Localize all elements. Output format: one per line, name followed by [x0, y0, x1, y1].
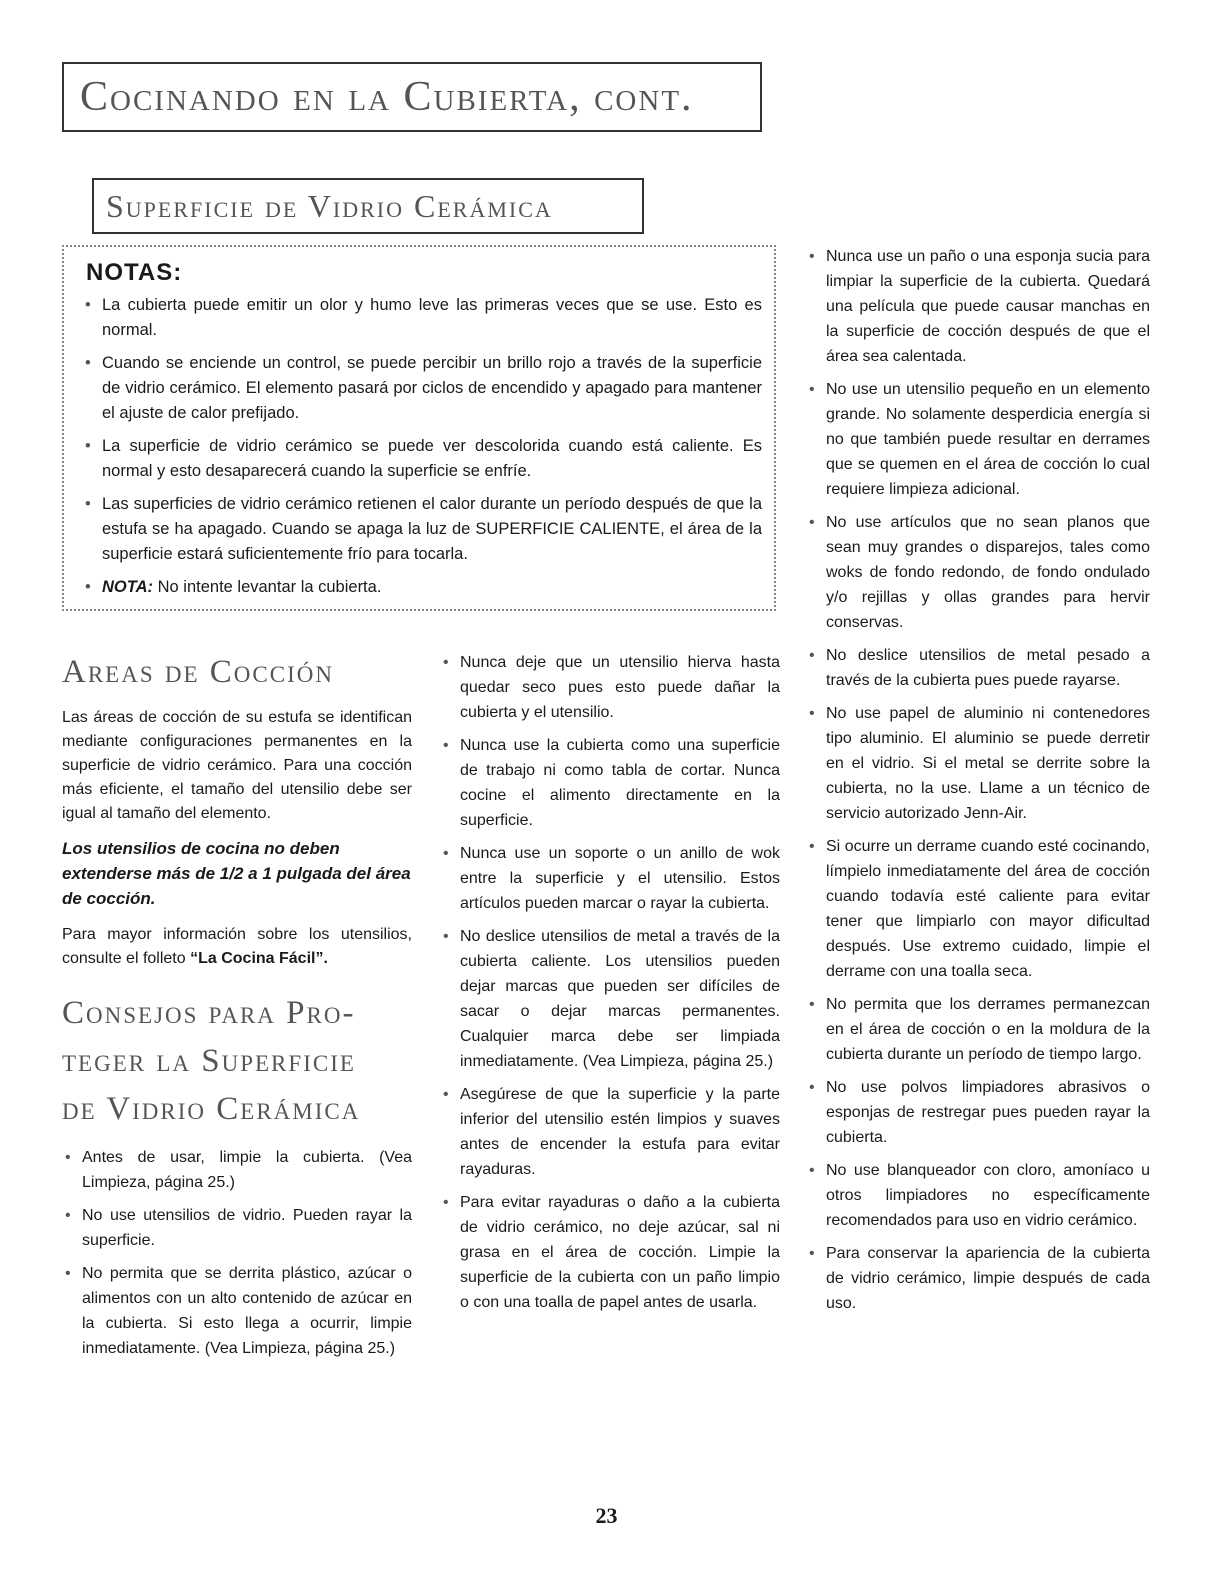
list-item: • Antes de usar, limpie la cubierta. (Vea Limpieza, página 25.)	[62, 1145, 412, 1195]
list-item: • Nunca use un paño o una esponja sucia para limpiar la superficie de la cubierta. Quedará una película que puede causar manchas en la superficie de cocción después de que el área sea calentada.	[806, 244, 1150, 369]
column-3-list	[806, 244, 1150, 1316]
list-item: • La cubierta puede emitir un olor y humo leve las primeras veces que se use. Esto es normal.	[82, 293, 762, 343]
areas-warning: Los utensilios de cocina no deben extenderse más de 1/2 a 1 pulgada del área de cocción.	[62, 839, 411, 908]
section-title: Superficie de Vidrio Cerámica	[92, 178, 644, 234]
column-2	[440, 650, 780, 1323]
list-item: • No deslice utensilios de metal pesado a través de la cubierta pues puede rayarse.	[806, 643, 1150, 693]
consejos-heading-line: teger la Superficie	[62, 1043, 356, 1079]
more-info-text: Para mayor información sobre los utensilios, consulte el folleto	[62, 926, 412, 967]
list-item: • Para conservar la apariencia de la cubierta de vidrio cerámico, limpie después de cada uso.	[806, 1241, 1150, 1316]
column-1	[62, 650, 412, 1369]
list-item: • No use utensilios de vidrio. Pueden rayar la superficie.	[62, 1203, 412, 1253]
page-number: 23	[595, 1503, 618, 1528]
areas-heading: Areas de Cocción	[62, 654, 334, 690]
consejos-heading-line: Consejos para Pro-	[62, 995, 356, 1031]
notes-heading: NOTAS:	[86, 259, 183, 286]
column-3	[806, 244, 1150, 1324]
list-item: • Nunca deje que un utensilio hierva hasta quedar seco pues esto puede dañar la cubierta y el utensilio.	[440, 650, 780, 725]
list-item: • Nunca use la cubierta como una superficie de trabajo ni como tabla de cortar. Nunca cocine el alimento directamente en la superficie.	[440, 733, 780, 833]
consejos-heading-line: de Vidrio Cerámica	[62, 1091, 361, 1127]
nota-text: No intente levantar la cubierta.	[157, 578, 382, 596]
column-2-list	[440, 650, 780, 1315]
list-item: • No use polvos limpiadores abrasivos o esponjas de restregar pues pueden rayar la cubierta.	[806, 1075, 1150, 1150]
consejos-heading	[62, 989, 412, 1133]
list-item: • No use blanqueador con cloro, amoníaco u otros limpiadores no específicamente recomendados para uso en vidrio cerámico.	[806, 1158, 1150, 1233]
list-item: • Asegúrese de que la superficie y la parte inferior del utensilio estén limpios y suaves antes de encender la estufa para evitar rayaduras.	[440, 1082, 780, 1182]
list-item: • Nunca use un soporte o un anillo de wok entre la superficie y el utensilio. Estos artículos pueden marcar o rayar la cubierta.	[440, 841, 780, 916]
booklet-title: “La Cocina Fácil”.	[190, 950, 328, 967]
list-item: • No use artículos que no sean planos que sean muy grandes o disparejos, tales como woks de fondo redondo, de fondo ondulado y/o rejillas y ollas grandes para hervir conservas.	[806, 510, 1150, 635]
list-item: • La superficie de vidrio cerámico se puede ver descolorida cuando está caliente. Es normal y esto desaparecerá cuando la superficie se enfríe.	[82, 434, 762, 484]
list-item: • Para evitar rayaduras o daño a la cubierta de vidrio cerámico, no deje azúcar, sal ni grasa en el área de cocción. Limpie la superficie de la cubierta con un paño limpio o con una toalla de papel antes de usarla.	[440, 1190, 780, 1315]
list-item: • No use un utensilio pequeño en un elemento grande. No solamente desperdicia energía si no que también puede resultar en derrames que se quemen en el área de cocción lo cual requiere limpieza adicional.	[806, 377, 1150, 502]
notes-list	[82, 293, 762, 600]
notes-box	[62, 245, 776, 611]
more-info-paragraph	[62, 923, 412, 971]
list-item	[82, 575, 762, 600]
list-item: • No permita que se derrita plástico, azúcar o alimentos con un alto contenido de azúcar en la cubierta. Si esto llega a ocurrir, limpie inmediatamente. (Vea Limpieza, página 25.)	[62, 1261, 412, 1361]
areas-intro: Las áreas de cocción de su estufa se identifican mediante configuraciones permanentes en la superficie de vidrio cerámico. Para una cocción más eficiente, el tamaño del utensilio debe ser igual al tamaño del elemento.	[62, 709, 412, 822]
list-item: • No deslice utensilios de metal a través de la cubierta caliente. Los utensilios pueden dejar marcas que pueden ser difíciles de sacar o dejar marcas permanentes. Cualquier marca debe ser limpiada inmediatamente. (Vea Limpieza, página 25.)	[440, 924, 780, 1074]
list-item: • No use papel de aluminio ni contenedores tipo aluminio. El aluminio se puede derretir en el vidrio. Si el metal se derrite sobre la cubierta, no la use. Llame a un técnico de servicio autorizado Jenn-Air.	[806, 701, 1150, 826]
nota-label: NOTA:	[102, 578, 154, 596]
consejos-list	[62, 1145, 412, 1361]
list-item: • Las superficies de vidrio cerámico retienen el calor durante un período después de que la estufa se ha apagado. Cuando se apaga la luz de SUPERFICIE CALIENTE, el área de la superficie estará suficientemente frío para tocarla.	[82, 492, 762, 567]
list-item: • Cuando se enciende un control, se puede percibir un brillo rojo a través de la superficie de vidrio cerámico. El elemento pasará por ciclos de encendido y apagado para mantener el ajuste de calor prefijado.	[82, 351, 762, 426]
list-item: • No permita que los derrames permanezcan en el área de cocción o en la moldura de la cubierta durante un período de tiempo largo.	[806, 992, 1150, 1067]
page-title: Cocinando en la Cubierta, cont.	[62, 62, 762, 132]
list-item: • Si ocurre un derrame cuando esté cocinando, límpielo inmediatamente del área de cocción cuando todavía esté caliente para evitar tener que limpiarlo con mayor dificultad después. Use extremo cuidado, limpie el derrame con una toalla seca.	[806, 834, 1150, 984]
